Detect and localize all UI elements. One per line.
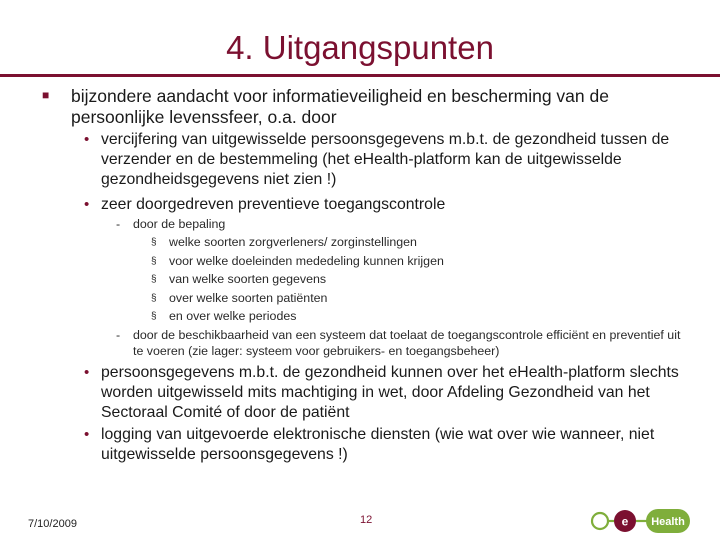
logo-word: Health (651, 516, 685, 528)
page-number: 12 (360, 514, 373, 526)
slide-title: 4. Uitgangspunten (226, 29, 494, 66)
square-bullet-icon: ■ (42, 88, 50, 102)
small-square-bullet-icon: § (151, 237, 157, 248)
sub-bullet-authorization: persoonsgegevens m.b.t. de gezondheid kunnen over het eHealth-platform slechts worden uitgewisseld mits machtiging in wet, door Afdeling Gezondheid van het Sectoraal Comité of door de patiënt (101, 364, 679, 421)
dash-bullet-icon: - (116, 328, 121, 342)
small-square-bullet-icon: § (151, 274, 157, 285)
sub-bullet-encryption: vercijfering van uitgewisselde persoonsgegevens m.b.t. de gezondheid tussen de verzender en de bestemmeling (het eHealth-platform kan de uitgewisselde gezondheidsgegevens niet zien !) (101, 131, 670, 188)
access-item-determination: door de bepaling (133, 217, 226, 231)
determination-item: en over welke periodes (169, 309, 297, 323)
determination-item: van welke soorten gegevens (169, 272, 327, 286)
dot-bullet-icon: • (84, 196, 90, 213)
small-square-bullet-icon: § (151, 293, 157, 304)
logo-ring-icon (592, 513, 608, 529)
footer-date: 7/10/2009 (28, 518, 77, 530)
dash-bullet-icon: - (116, 217, 121, 231)
ehealth-logo (588, 506, 692, 536)
determination-item: voor welke doeleinden mededeling kunnen krijgen (169, 254, 444, 268)
logo-letter: e (621, 514, 629, 529)
small-square-bullet-icon: § (151, 311, 157, 322)
sub-bullet-access-control: zeer doorgedreven preventieve toegangscontrole (101, 196, 446, 213)
sub-bullet-logging: logging van uitgevoerde elektronische diensten (wie wat over wie wanneer, niet uitgewisselde persoonsgegevens !) (101, 426, 655, 463)
determination-item: welke soorten zorgverleners/ zorginstellingen (169, 235, 417, 249)
dot-bullet-icon: • (84, 426, 90, 443)
small-square-bullet-icon: § (151, 256, 157, 267)
main-bullet-text: bijzondere aandacht voor informatieveiligheid en bescherming van de persoonlijke levenssfeer, o.a. door (71, 86, 609, 127)
dot-bullet-icon: • (84, 364, 90, 381)
access-item-availability: door de beschikbaarheid van een systeem dat toelaat de toegangscontrole efficiënt en preventief uit te voeren (zie lager: systeem voor gebruikers- en toegangsbeheer) (133, 328, 681, 358)
dot-bullet-icon: • (84, 131, 90, 148)
determination-item: over welke soorten patiënten (169, 291, 328, 305)
